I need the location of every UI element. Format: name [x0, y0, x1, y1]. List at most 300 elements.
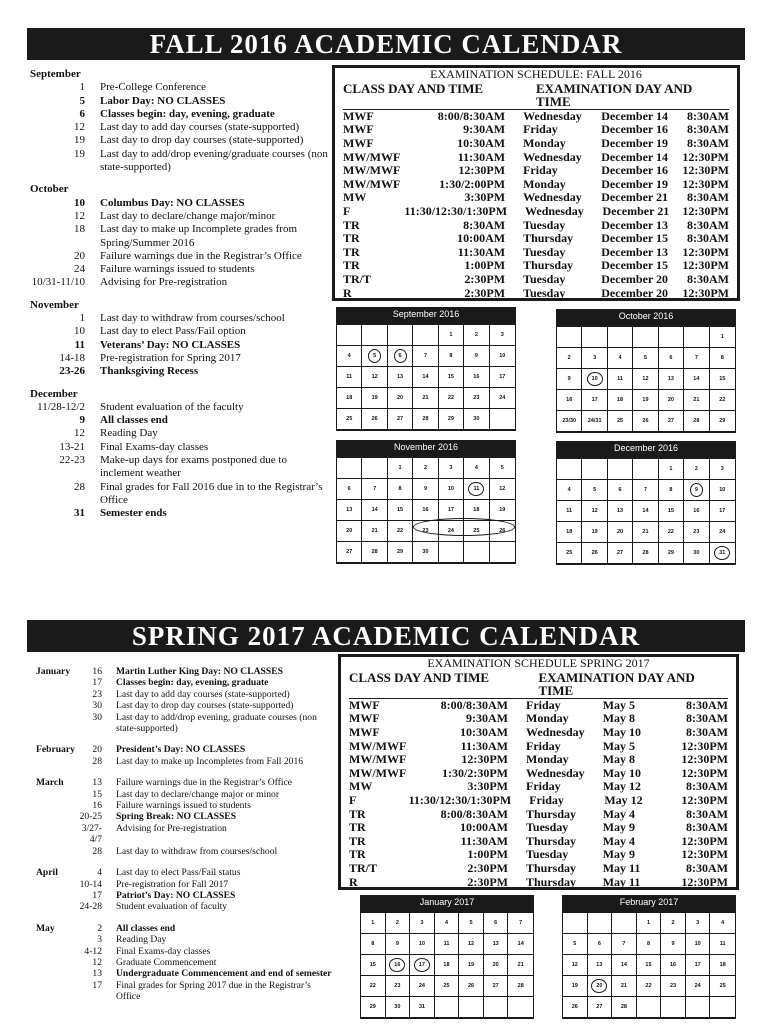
day-number: 18 — [719, 962, 726, 968]
day-number: 21 — [642, 529, 649, 535]
calendar-day — [388, 346, 413, 367]
exam-cell: 2:30PM — [464, 285, 506, 300]
calendar-day — [582, 543, 607, 564]
exam-row — [335, 178, 737, 192]
day-number: 26 — [499, 528, 506, 534]
exam-cell: 12:30PM — [682, 149, 729, 164]
event-date: 16 — [92, 666, 102, 677]
event-date: 3 — [97, 934, 102, 946]
day-number: 2 — [395, 920, 399, 926]
month-heading: April — [36, 867, 58, 879]
event-row — [36, 744, 336, 755]
exam-cell: Friday — [523, 163, 558, 178]
day-number: 17 — [414, 958, 430, 972]
day-number: 7 — [643, 487, 648, 493]
day-number: 28 — [642, 550, 649, 556]
day-number: 31 — [714, 546, 730, 560]
exam-row — [341, 726, 736, 740]
calendar-day — [490, 458, 515, 479]
calendar-october-2016 — [556, 309, 736, 433]
calendar-day — [439, 388, 464, 409]
event-text: Last day to withdraw from courses/school — [116, 845, 278, 857]
day-number: 7 — [694, 355, 698, 361]
calendar-day — [588, 913, 613, 934]
calendar-day — [484, 955, 509, 976]
calendar-day — [388, 325, 413, 346]
calendar-day — [612, 997, 637, 1018]
day-number: 3 — [449, 465, 453, 471]
calendar-day — [633, 501, 658, 522]
day-number: 2 — [671, 920, 675, 926]
event-date: 11/28-12/2 — [37, 400, 85, 413]
thanksgiving-oval — [413, 518, 515, 536]
exam-cell: MW — [349, 779, 373, 794]
exam-cell: 8:30AM — [687, 108, 729, 123]
calendar-day — [608, 459, 633, 480]
day-number: 1 — [449, 332, 453, 338]
day-number: 16 — [693, 508, 700, 514]
event-date: 6 — [79, 107, 85, 120]
exam-cell: TR — [343, 244, 360, 259]
exam-cell: Tuesday — [526, 820, 569, 835]
exam-cell: MWF — [343, 108, 374, 123]
exam-row — [335, 151, 737, 165]
calendar-day — [388, 542, 413, 563]
calendar-day — [337, 388, 362, 409]
exam-row — [335, 123, 737, 137]
exam-cell: TR/T — [343, 271, 372, 286]
day-number: 5 — [368, 349, 381, 363]
event-text: Last day to drop day courses (state-supported) — [100, 134, 304, 147]
calendar-november-2016 — [336, 440, 516, 564]
day-number: 19 — [371, 395, 378, 401]
calendar-day — [410, 955, 435, 976]
event-date: 19 — [74, 134, 85, 147]
calendar-day — [612, 934, 637, 955]
calendar-day — [633, 390, 658, 411]
calendar-day — [637, 934, 662, 955]
calendar-day — [557, 501, 582, 522]
calendar-day — [659, 543, 684, 564]
day-number: 20 — [346, 528, 353, 534]
day-number: 1 — [720, 334, 724, 340]
exam-row — [335, 219, 737, 233]
day-number: 30 — [693, 550, 700, 556]
exam-cell: Wednesday — [526, 765, 585, 780]
calendar-day — [439, 367, 464, 388]
calendar-day — [459, 913, 484, 934]
month-heading — [36, 980, 74, 1003]
exam-cell: Wednesday — [523, 108, 582, 123]
day-number: 28 — [422, 416, 429, 422]
month-heading — [36, 968, 74, 979]
day-number: 12 — [591, 508, 598, 514]
event-row — [36, 756, 336, 767]
calendar-day — [362, 458, 387, 479]
event-row — [30, 454, 330, 481]
exam-cell: May 8 — [602, 752, 636, 767]
calendar-day — [361, 955, 386, 976]
exam-cell: May 12 — [602, 779, 642, 794]
event-date: 19 — [74, 147, 85, 160]
event-row — [36, 901, 336, 912]
calendar-day — [563, 976, 588, 997]
day-number: 15 — [645, 962, 652, 968]
day-number: 16 — [422, 507, 429, 513]
exam-cell: 2:30PM — [464, 271, 506, 286]
month-heading — [36, 811, 74, 822]
calendar-day — [508, 955, 533, 976]
calendar-day — [386, 913, 411, 934]
exam-cell: R — [349, 874, 358, 889]
exam-cell: 1:00PM — [464, 258, 506, 273]
exam-row — [335, 287, 737, 301]
calendar-day — [337, 542, 362, 563]
calendar-day — [388, 409, 413, 430]
event-date: 17 — [92, 677, 102, 689]
calendar-title: February 2017 — [563, 896, 735, 908]
exam-cell: May 12 — [604, 792, 643, 807]
calendar-day — [684, 522, 709, 543]
calendar-day — [362, 346, 387, 367]
event-date: 10-14 — [79, 878, 102, 890]
month-heading — [36, 957, 74, 968]
day-number: 9 — [423, 486, 428, 492]
exam-cell: 1:30/2:30PM — [442, 765, 508, 780]
fall-exam-col-class: CLASS DAY AND TIME — [343, 80, 484, 96]
calendar-day — [710, 955, 735, 976]
day-number: 21 — [620, 983, 627, 989]
exam-cell: 10:00AM — [457, 231, 506, 246]
calendar-grid — [337, 458, 515, 563]
day-number: 19 — [642, 397, 649, 403]
calendar-day — [563, 934, 588, 955]
calendar-title: January 2017 — [361, 896, 533, 908]
calendar-day — [659, 501, 684, 522]
calendar-day — [413, 388, 438, 409]
calendar-day — [388, 367, 413, 388]
event-text: Graduate Commencement — [116, 956, 217, 968]
day-number: 25 — [719, 983, 726, 989]
exam-cell: Tuesday — [526, 847, 569, 862]
calendar-day — [361, 976, 386, 997]
day-number: 17 — [447, 507, 454, 513]
day-number: 25 — [566, 550, 573, 556]
calendar-day — [612, 913, 637, 934]
calendar-day — [557, 369, 582, 390]
exam-cell: 8:30AM — [686, 711, 729, 726]
fall-title-banner — [27, 28, 745, 60]
calendar-day — [337, 521, 362, 542]
event-text: Pre-registration for Fall 2017 — [116, 878, 229, 890]
exam-cell: Thursday — [523, 231, 574, 246]
calendar-day — [508, 997, 533, 1018]
exam-cell: 8:30AM — [687, 190, 729, 205]
event-row — [36, 946, 336, 957]
day-number: 3 — [720, 466, 724, 472]
exam-cell: Tuesday — [523, 271, 566, 286]
exam-cell: 8:30AM — [686, 820, 729, 835]
day-number: 19 — [591, 529, 598, 535]
day-number: 25 — [443, 983, 450, 989]
day-number: 9 — [395, 941, 399, 947]
exam-cell: 12:30PM — [682, 258, 729, 273]
exam-cell: December 14 — [601, 108, 668, 123]
calendar-day — [361, 934, 386, 955]
event-row — [30, 263, 330, 276]
day-number: 5 — [643, 355, 648, 361]
exam-cell: December 20 — [601, 271, 668, 286]
spring-exam-col-class: CLASS DAY AND TIME — [349, 669, 490, 685]
calendar-day — [557, 543, 582, 564]
exam-row — [335, 259, 737, 273]
event-date: 31 — [74, 507, 85, 520]
exam-cell: MW/MWF — [349, 765, 407, 780]
calendar-day — [362, 388, 387, 409]
event-row — [30, 134, 330, 147]
fall-exam-rows — [335, 110, 737, 300]
exam-cell: 2:30PM — [467, 874, 508, 889]
calendar-day — [684, 459, 709, 480]
calendar-day — [608, 411, 633, 432]
event-row — [36, 689, 336, 700]
calendar-day — [710, 522, 735, 543]
calendar-day — [710, 411, 735, 432]
event-date: 10/31-11/10 — [31, 276, 85, 289]
event-date: 12 — [74, 121, 85, 134]
day-number: 20 — [617, 529, 624, 535]
event-text: Reading Day — [116, 934, 167, 946]
calendar-day — [439, 542, 464, 563]
calendar-day — [684, 390, 709, 411]
exam-cell: 11:30/12:30/1:30PM — [404, 203, 508, 218]
calendar-day — [710, 327, 735, 348]
calendar-day — [362, 521, 387, 542]
event-row — [30, 95, 330, 108]
month-heading — [36, 890, 74, 901]
calendar-grid — [557, 459, 735, 564]
day-number: 19 — [499, 507, 506, 513]
exam-cell: MW — [343, 190, 367, 205]
calendar-day — [659, 327, 684, 348]
exam-cell: MW/MWF — [343, 163, 401, 178]
event-row — [30, 276, 330, 289]
day-number: 17 — [694, 962, 701, 968]
exam-row — [335, 246, 737, 260]
event-date: 17 — [92, 889, 102, 901]
calendar-day — [612, 955, 637, 976]
exam-row — [341, 862, 736, 876]
exam-cell: TR — [349, 806, 366, 821]
exam-cell: 8:30AM — [687, 122, 729, 137]
exam-cell: Friday — [526, 779, 561, 794]
exam-cell: MW/MWF — [343, 149, 401, 164]
calendar-day — [684, 480, 709, 501]
event-text: Spring Break: NO CLASSES — [116, 811, 237, 823]
exam-cell: 12:30PM — [682, 176, 729, 191]
day-number: 2 — [694, 466, 698, 472]
event-date: 1 — [79, 312, 85, 325]
exam-cell: 8:30AM — [687, 217, 729, 232]
calendar-day — [661, 913, 686, 934]
calendar-day — [459, 934, 484, 955]
exam-cell: MW/MWF — [349, 738, 407, 753]
day-number: 2 — [567, 355, 571, 361]
day-number: 31 — [418, 1004, 425, 1010]
exam-cell: TR — [349, 820, 366, 835]
exam-cell: TR — [343, 217, 360, 232]
event-text: Advising for Pre-registration — [116, 822, 227, 834]
exam-cell: Monday — [523, 135, 566, 150]
calendar-day — [684, 369, 709, 390]
exam-cell: 8:30AM — [463, 217, 506, 232]
month-heading: November — [30, 298, 79, 311]
calendar-title: September 2016 — [337, 308, 515, 320]
day-number: 8 — [669, 487, 673, 493]
day-number: 29 — [369, 1004, 376, 1010]
calendar-day — [413, 500, 438, 521]
event-row — [36, 934, 336, 945]
event-text: Last day to add day courses (state-supported) — [116, 688, 290, 700]
calendar-day — [557, 411, 582, 432]
event-date: 12 — [74, 209, 85, 222]
exam-cell: December 19 — [601, 135, 668, 150]
day-number: 12 — [499, 486, 506, 492]
calendar-day — [410, 913, 435, 934]
calendar-day — [459, 955, 484, 976]
event-row — [36, 777, 336, 788]
exam-cell: 8:30AM — [686, 724, 729, 739]
fall-title: FALL 2016 ACADEMIC CALENDAR — [149, 29, 623, 59]
event-text: Undergraduate Commencement and end of semester — [116, 968, 332, 980]
day-number: 19 — [571, 983, 578, 989]
event-date: 13-21 — [59, 440, 85, 453]
exam-row — [335, 232, 737, 246]
day-number: 19 — [468, 962, 475, 968]
day-number: 12 — [371, 374, 378, 380]
event-row — [30, 325, 330, 338]
day-number: 22 — [667, 529, 674, 535]
exam-cell: MWF — [349, 697, 380, 712]
fall-events-list — [30, 68, 330, 521]
event-row — [30, 148, 330, 175]
calendar-day — [563, 997, 588, 1018]
day-number: 24 — [719, 529, 726, 535]
calendar-day — [362, 542, 387, 563]
day-number: 20 — [397, 395, 404, 401]
calendar-day — [686, 934, 711, 955]
exam-cell: 8:30AM — [686, 860, 729, 875]
day-number: 23 — [394, 983, 401, 989]
day-number: 14 — [517, 941, 524, 947]
calendar-day — [464, 367, 489, 388]
event-text: Final grades for Fall 2016 due in to the Registrar’s Office — [100, 480, 323, 506]
day-number: 27 — [397, 416, 404, 422]
day-number: 7 — [622, 941, 626, 947]
event-text: Failure warnings due in the Registrar’s Office — [116, 777, 293, 789]
calendar-day — [464, 409, 489, 430]
calendar-day — [337, 346, 362, 367]
day-number: 9 — [671, 941, 675, 947]
day-number: 22 — [397, 528, 404, 534]
calendar-day — [386, 955, 411, 976]
calendar-day — [686, 955, 711, 976]
calendar-day — [557, 459, 582, 480]
calendar-day — [362, 479, 387, 500]
calendar-grid — [361, 913, 533, 1018]
event-date: 5 — [79, 94, 85, 107]
exam-cell: MWF — [343, 122, 374, 137]
event-text: Last day to elect Pass/Fail status — [116, 867, 241, 879]
calendar-day — [484, 976, 509, 997]
day-number: 7 — [373, 486, 377, 492]
exam-cell: 11:30AM — [460, 833, 508, 848]
day-number: 18 — [473, 507, 480, 513]
exam-cell: December 13 — [601, 217, 668, 232]
exam-cell: Wednesday — [526, 724, 585, 739]
day-number: 4 — [444, 920, 449, 926]
calendar-day — [464, 542, 489, 563]
day-number: 18 — [566, 529, 573, 535]
event-row — [30, 365, 330, 378]
exam-cell: December 16 — [601, 122, 668, 137]
fall-exam-schedule — [332, 65, 740, 301]
calendar-title: October 2016 — [557, 310, 735, 322]
month-heading — [36, 823, 74, 846]
spacer — [36, 913, 336, 923]
exam-cell: December 21 — [601, 190, 668, 205]
exam-row — [335, 137, 737, 151]
day-number: 1 — [646, 920, 651, 926]
calendar-day — [439, 479, 464, 500]
exam-cell: May 8 — [602, 711, 636, 726]
calendar-day — [337, 367, 362, 388]
day-number: 8 — [646, 941, 651, 947]
calendar-day — [490, 325, 515, 346]
calendar-day — [710, 913, 735, 934]
day-number: 11 — [346, 374, 353, 380]
event-date: 4 — [97, 867, 102, 879]
exam-cell: 12:30PM — [681, 765, 729, 780]
calendar-day — [582, 327, 607, 348]
day-number: 10 — [694, 941, 701, 947]
day-number: 10 — [587, 372, 603, 386]
event-text: Last day to drop day courses (state-supported) — [116, 700, 294, 712]
day-number: 20 — [591, 979, 607, 993]
event-date: 18 — [74, 223, 85, 236]
day-number: 4 — [347, 353, 351, 359]
exam-cell: 3:30PM — [467, 779, 508, 794]
calendar-day — [557, 480, 582, 501]
event-row — [30, 121, 330, 134]
calendar-day — [388, 479, 413, 500]
day-number: 23 — [422, 528, 429, 534]
calendar-day — [413, 367, 438, 388]
calendar-day — [633, 480, 658, 501]
event-date: 9 — [79, 414, 85, 427]
event-date: 2 — [97, 922, 102, 934]
exam-cell: 8:30AM — [687, 271, 729, 286]
event-row — [30, 81, 330, 94]
calendar-day — [464, 346, 489, 367]
spacer — [36, 767, 336, 777]
exam-cell: Thursday — [526, 806, 577, 821]
exam-cell: 10:30AM — [457, 135, 506, 150]
calendar-december-2016 — [556, 441, 736, 565]
day-number: 26 — [571, 1004, 578, 1010]
event-date: 23 — [92, 688, 102, 700]
spring-exam-title: EXAMINATION SCHEDULE SPRING 2017 — [427, 656, 650, 670]
